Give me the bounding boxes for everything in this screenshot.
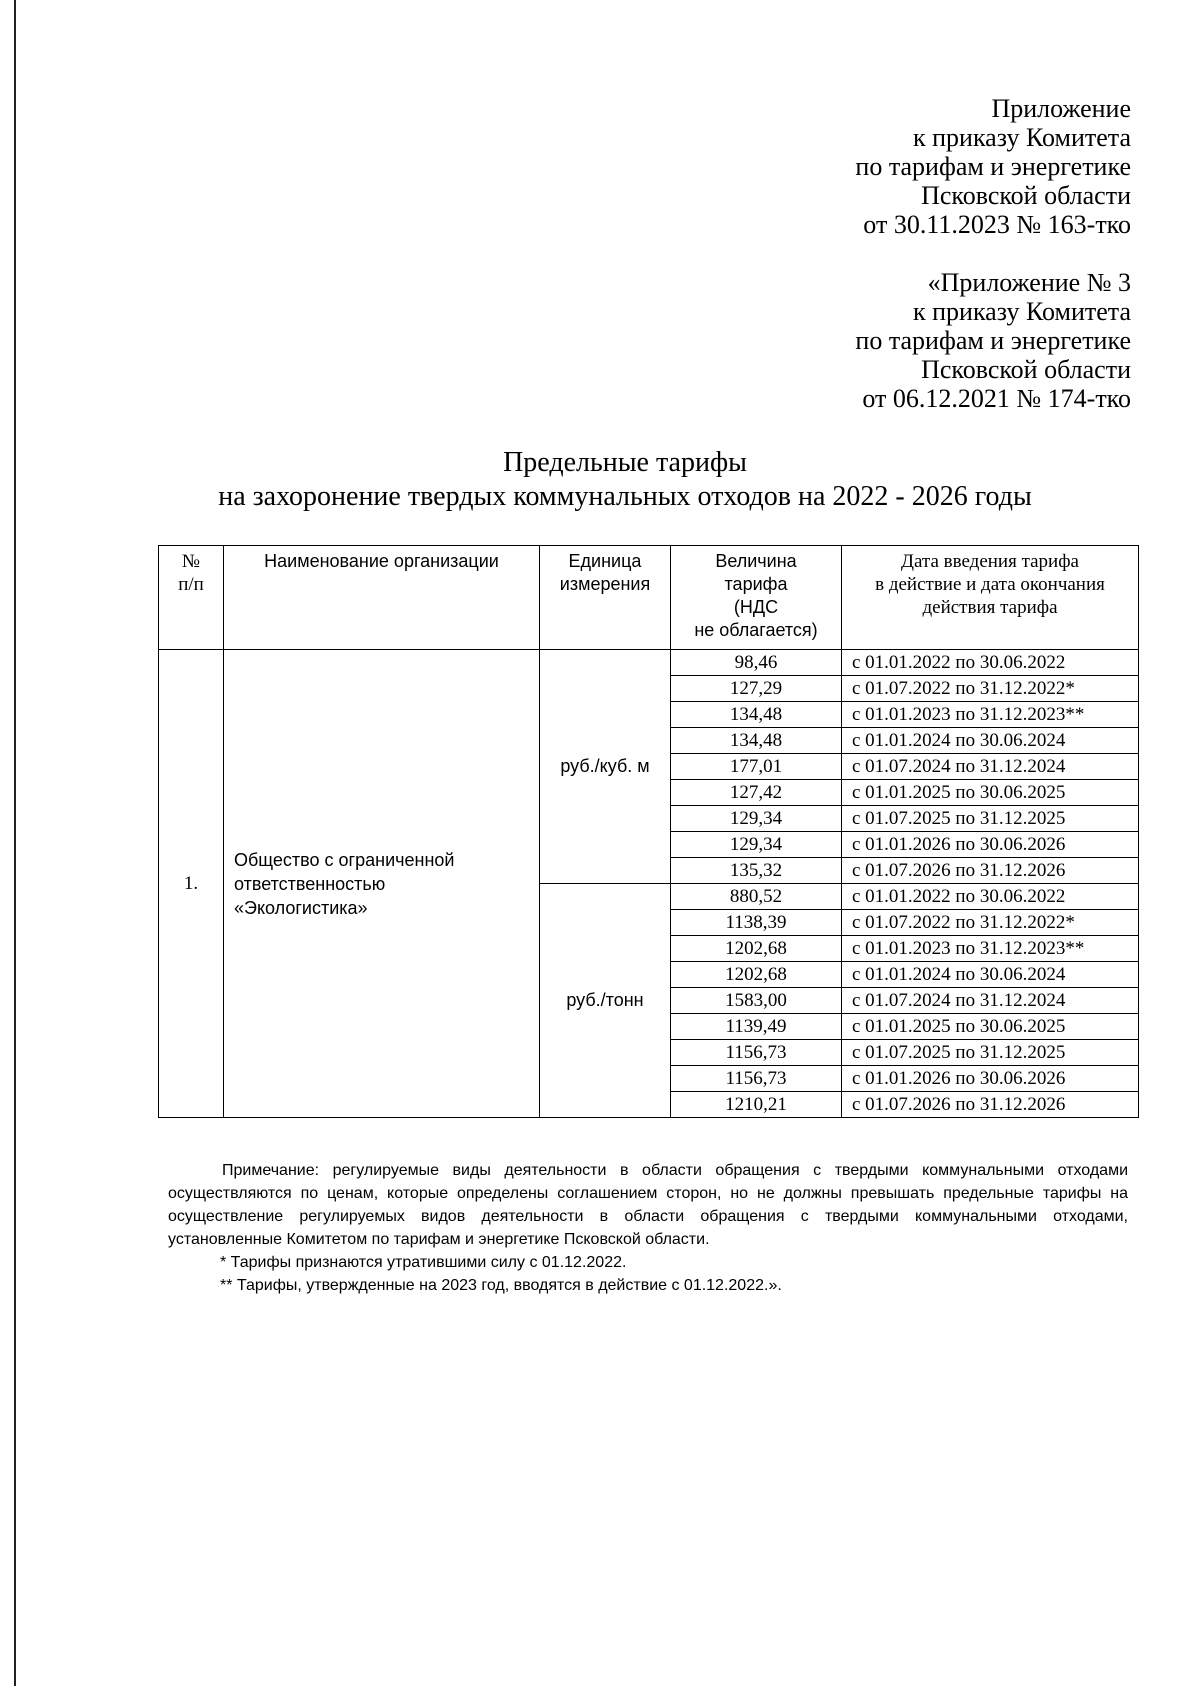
tariff-period: с 01.07.2022 по 31.12.2022*: [842, 910, 1139, 936]
tariff-value: 1202,68: [671, 962, 842, 988]
column-header-organization: Наименование организации: [224, 546, 540, 650]
tariff-period: с 01.07.2025 по 31.12.2025: [842, 806, 1139, 832]
tariff-period: с 01.07.2024 по 31.12.2024: [842, 754, 1139, 780]
tariff-period: с 01.01.2023 по 31.12.2023**: [842, 936, 1139, 962]
tariff-value: 1156,73: [671, 1066, 842, 1092]
tariff-value: 135,32: [671, 858, 842, 884]
tariff-period: с 01.01.2022 по 30.06.2022: [842, 884, 1139, 910]
tariff-value: 1138,39: [671, 910, 842, 936]
unit-ton: руб./тонн: [540, 884, 671, 1118]
header-line: по тарифам и энергетике: [855, 326, 1131, 355]
tariff-period: с 01.01.2022 по 30.06.2022: [842, 650, 1139, 676]
tariff-value: 127,42: [671, 780, 842, 806]
title-line-2: на захоронение твердых коммунальных отходов на 2022 - 2026 годы: [218, 481, 1032, 512]
tariff-period: с 01.07.2022 по 31.12.2022*: [842, 676, 1139, 702]
footnote-1: * Тарифы признаются утратившими силу с 01.12.2022.: [220, 1254, 627, 1271]
column-header-tariff-value: Величина тарифа (НДС не облагается): [671, 546, 842, 650]
document-title: [0, 446, 1200, 514]
header-line: к приказу Комитета: [912, 297, 1131, 326]
tariff-period: с 01.01.2023 по 31.12.2023**: [842, 702, 1139, 728]
tariff-period: с 01.07.2024 по 31.12.2024: [842, 988, 1139, 1014]
appendix-3-header: [711, 268, 1131, 413]
tariff-value: 880,52: [671, 884, 842, 910]
tariff-value: 127,29: [671, 676, 842, 702]
row-number: 1.: [159, 650, 224, 1118]
tariff-value: 1156,73: [671, 1040, 842, 1066]
column-header-number: № п/п: [159, 546, 224, 650]
title-line-1: Предельные тарифы: [503, 447, 747, 478]
tariff-value: 134,48: [671, 728, 842, 754]
tariff-period: с 01.01.2025 по 30.06.2025: [842, 780, 1139, 806]
header-line: Псковской области: [921, 355, 1131, 384]
unit-cubic-meter: руб./куб. м: [540, 650, 671, 884]
appendix-header: [711, 94, 1131, 239]
tariff-period: с 01.07.2025 по 31.12.2025: [842, 1040, 1139, 1066]
tariff-value: 98,46: [671, 650, 842, 676]
header-line: Приложение: [991, 94, 1131, 123]
tariff-value: 177,01: [671, 754, 842, 780]
tariff-value: 1139,49: [671, 1014, 842, 1040]
tariff-period: с 01.07.2026 по 31.12.2026: [842, 1092, 1139, 1118]
footnote-2: ** Тарифы, утвержденные на 2023 год, вводятся в действие с 01.12.2022.».: [220, 1277, 782, 1294]
organization-name: Общество с ограниченной ответственностью «Экологистика»: [224, 650, 540, 1118]
tariffs-table: [158, 545, 1139, 1118]
tariff-period: с 01.01.2026 по 30.06.2026: [842, 832, 1139, 858]
tariff-period: с 01.01.2024 по 30.06.2024: [842, 962, 1139, 988]
note-text: Примечание: регулируемые виды деятельности в области обращения с твердыми коммунальными отходами осуществляются по ценам, которые определены соглашением сторон, но не должны превышать предельные тарифы на осуществление регулируемых видов деятельности в области обращения с твердыми коммунальными отходами, установленные Комитетом по тарифам и энергетике Псковской области.: [168, 1162, 1128, 1248]
header-line: Псковской области: [921, 181, 1131, 210]
header-line: «Приложение № 3: [927, 268, 1131, 297]
column-header-unit: Единица измерения: [540, 546, 671, 650]
tariff-period: с 01.01.2024 по 30.06.2024: [842, 728, 1139, 754]
tariff-period: с 01.01.2026 по 30.06.2026: [842, 1066, 1139, 1092]
tariff-value: 129,34: [671, 806, 842, 832]
header-line: по тарифам и энергетике: [855, 152, 1131, 181]
column-header-validity-period: Дата введения тарифа в действие и дата окончания действия тарифа: [842, 546, 1139, 650]
header-line: к приказу Комитета: [912, 123, 1131, 152]
table-row: [159, 650, 1139, 676]
tariff-value: 1583,00: [671, 988, 842, 1014]
tariff-period: с 01.01.2025 по 30.06.2025: [842, 1014, 1139, 1040]
tariff-value: 1210,21: [671, 1092, 842, 1118]
scan-edge-line: [14, 0, 16, 1686]
table-header-row: [159, 546, 1139, 650]
tariff-value: 1202,68: [671, 936, 842, 962]
header-line: от 06.12.2021 № 174-тко: [862, 384, 1131, 413]
header-line: от 30.11.2023 № 163-тко: [863, 210, 1131, 239]
note-section: [168, 1159, 1128, 1297]
tariff-period: с 01.07.2026 по 31.12.2026: [842, 858, 1139, 884]
tariff-value: 129,34: [671, 832, 842, 858]
tariff-value: 134,48: [671, 702, 842, 728]
